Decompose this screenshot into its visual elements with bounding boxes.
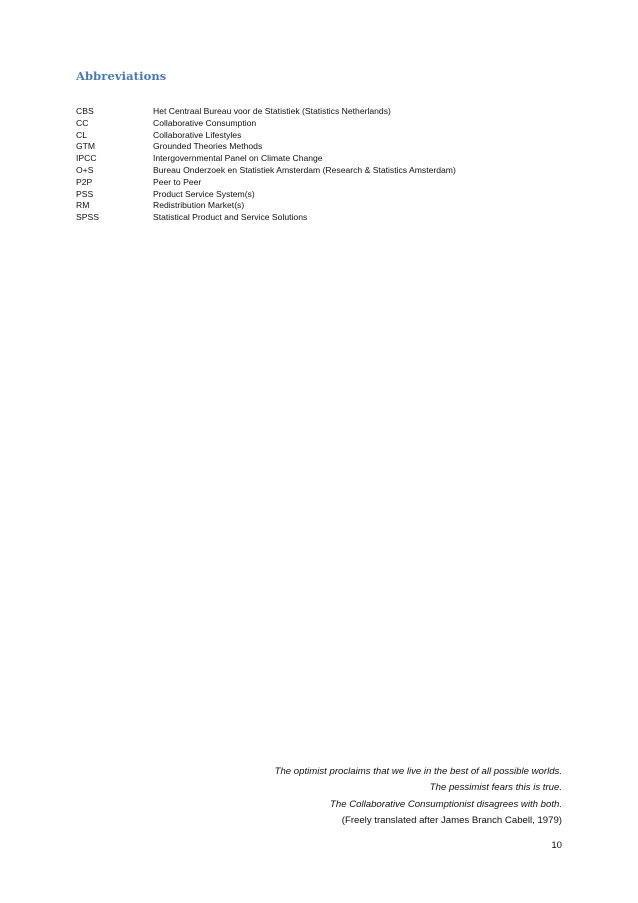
abbreviation-row bbox=[76, 141, 576, 153]
abbreviation-definition: Collaborative Consumption bbox=[153, 117, 257, 128]
section-heading: Abbreviations bbox=[76, 69, 167, 83]
quote-line: The pessimist fears this is true. bbox=[429, 782, 562, 794]
abbreviation-definition: Het Centraal Bureau voor de Statistiek (Statistics Netherlands) bbox=[153, 106, 391, 116]
quote-line: The optimist proclaims that we live in the best of all possible worlds. bbox=[274, 766, 562, 777]
abbreviation-row bbox=[76, 118, 576, 130]
abbreviation-definition: Collaborative Lifestyles bbox=[153, 129, 242, 140]
page-number: 10 bbox=[551, 840, 562, 851]
abbreviation-term: IPCC bbox=[76, 153, 97, 164]
abbreviation-definition: Product Service System(s) bbox=[153, 188, 255, 199]
abbreviation-row bbox=[76, 130, 576, 142]
abbreviation-row bbox=[76, 200, 576, 212]
abbreviation-term: CBS bbox=[76, 106, 94, 116]
epigraph-quote bbox=[275, 764, 562, 830]
abbreviation-row bbox=[76, 153, 576, 165]
abbreviation-term: O+S bbox=[76, 164, 94, 175]
abbreviation-list bbox=[76, 106, 576, 224]
abbreviation-definition: Redistribution Market(s) bbox=[153, 200, 245, 211]
abbreviation-definition: Intergovernmental Panel on Climate Change bbox=[153, 153, 323, 164]
abbreviation-row bbox=[76, 177, 576, 189]
abbreviation-term: SPSS bbox=[76, 212, 99, 223]
quote-line: The Collaborative Consumptionist disagrees with both. bbox=[330, 798, 562, 810]
abbreviation-term: RM bbox=[76, 200, 90, 211]
abbreviation-definition: Peer to Peer bbox=[153, 176, 202, 187]
abbreviation-term: CC bbox=[76, 117, 89, 128]
quote-attribution: (Freely translated after James Branch Cabell, 1979) bbox=[341, 815, 562, 827]
abbreviation-row bbox=[76, 212, 576, 224]
abbreviation-row bbox=[76, 165, 576, 177]
abbreviation-row bbox=[76, 106, 576, 118]
abbreviation-term: CL bbox=[76, 129, 87, 140]
abbreviation-definition: Bureau Onderzoek en Statistiek Amsterdam (Research & Statistics Amsterdam) bbox=[153, 164, 456, 175]
abbreviation-definition: Statistical Product and Service Solutions bbox=[153, 212, 308, 223]
abbreviation-term: P2P bbox=[76, 176, 93, 187]
abbreviation-term: GTM bbox=[76, 141, 96, 152]
abbreviation-row bbox=[76, 189, 576, 201]
abbreviation-definition: Grounded Theories Methods bbox=[153, 141, 263, 152]
abbreviation-term: PSS bbox=[76, 188, 94, 199]
